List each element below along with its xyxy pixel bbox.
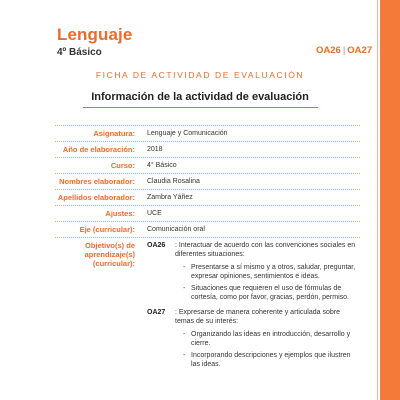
list-item: - Incorporando descripciones y ejemplos que ilustren las ideas.	[183, 351, 360, 369]
info-label: Objetivo(s) de aprendizaje(s) (curricular):	[84, 241, 135, 268]
info-value: Lenguaje y Comunicación	[147, 130, 228, 137]
grade-label: 4º Básico	[57, 47, 102, 58]
info-label: Asignatura:	[93, 129, 135, 138]
oa-codes-badge	[316, 45, 372, 56]
ficha-label: FICHA DE ACTIVIDAD DE EVALUACIÓN	[95, 70, 305, 80]
info-label: Curso:	[110, 161, 135, 170]
info-label: Eje (curricular):	[79, 225, 135, 234]
info-value: 4° Básico	[147, 162, 177, 169]
info-label: Ajustes:	[105, 209, 135, 218]
side-accent-bar	[380, 0, 400, 400]
info-table	[55, 125, 360, 378]
list-item: - Organizando las ideas en introducción, desarrollo y cierre.	[183, 330, 360, 348]
list-item: - Situaciones que requieren el uso de fórmulas de cortesía, como por favor, gracias, perdón, permiso.	[183, 284, 360, 302]
info-row-asignatura	[55, 125, 360, 142]
info-row-curso	[55, 158, 360, 174]
oa-code-second: OA27	[347, 45, 373, 56]
info-value: UCE	[147, 210, 162, 217]
info-value: Zambra Yáñez	[147, 194, 193, 201]
objective-code: OA27	[147, 309, 166, 316]
objective-code: OA26	[147, 242, 166, 249]
oa-code-separator: |	[342, 45, 346, 56]
info-row-nombres	[55, 174, 360, 190]
list-item: - Presentarse a sí mismo y a otros, saludar, preguntar, expresar opiniones, sentimientos e ideas.	[183, 263, 360, 281]
objective-block	[147, 241, 360, 302]
side-accent-line	[377, 0, 378, 400]
info-value: Claudia Rosalina	[147, 178, 200, 185]
subject-title: Lenguaje	[57, 25, 133, 44]
objective-bullets	[175, 263, 360, 302]
info-value: Comunicación oral	[147, 226, 205, 233]
info-value: 2018	[147, 146, 163, 153]
objective-text: : Expresarse de manera coherente y articulada sobre temas de su interés:	[175, 309, 340, 325]
objective-bullets	[175, 330, 360, 369]
oa-code-first: OA26	[316, 45, 341, 56]
page-header	[57, 25, 132, 58]
title-underline	[83, 107, 318, 108]
info-label: Apellidos elaborador:	[57, 193, 135, 202]
info-row-eje	[55, 222, 360, 238]
objective-block	[147, 308, 360, 369]
info-label: Año de elaboración:	[62, 145, 135, 154]
info-row-year	[55, 142, 360, 158]
info-label: Nombres elaborador:	[59, 177, 135, 186]
document-title: Información de la actividad de evaluación	[91, 91, 309, 103]
info-row-apellidos	[55, 190, 360, 206]
objective-text: : Interactuar de acuerdo con las convenciones sociales en diferentes situaciones:	[175, 242, 356, 258]
info-row-ajustes	[55, 206, 360, 222]
objectives-value	[141, 238, 360, 378]
info-row-objetivos	[55, 238, 360, 378]
